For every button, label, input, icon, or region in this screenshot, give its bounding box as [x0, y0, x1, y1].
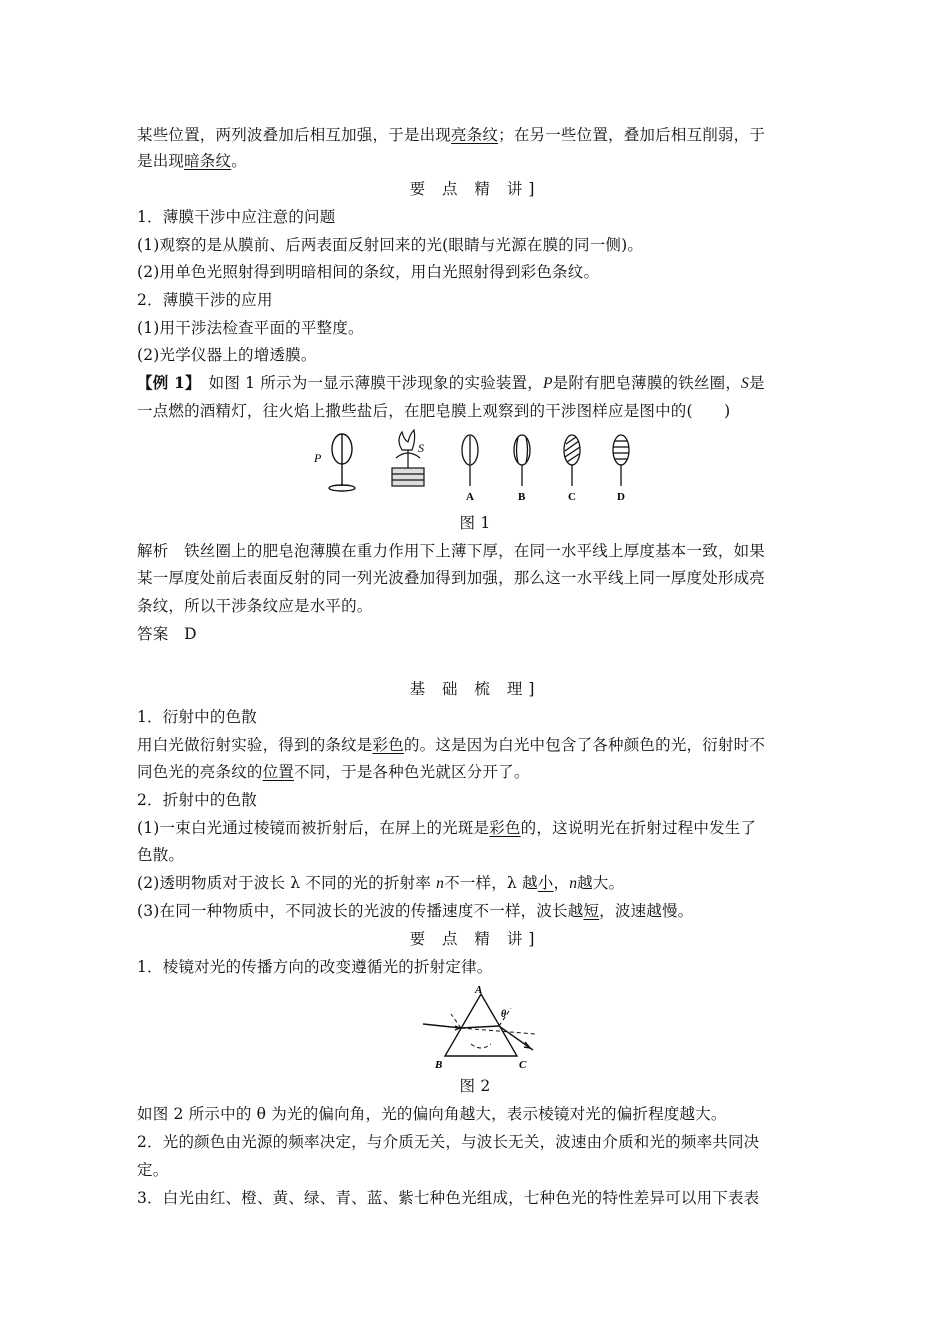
paragraph-line: 同色光的亮条纹的位置不同，于是各种色光就区分开了。 — [137, 763, 530, 781]
vertex-b: B — [435, 1059, 443, 1071]
item-title: 2．光的颜色由光源的频率决定，与介质无关，与波长无关，波速由介质和光的频率共同决 — [137, 1133, 760, 1151]
item-title: 3．白光由红、橙、黄、绿、青、蓝、紫七种色光组成，七种色光的特性差异可以用下表表 — [137, 1189, 760, 1207]
list-item: (2)光学仪器上的增透膜。 — [137, 346, 317, 364]
figure-caption: 图 1 — [459, 514, 491, 532]
option-label: A — [466, 491, 474, 503]
item-title: 1．薄膜干涉中应注意的问题 — [137, 208, 336, 226]
figure-caption: 图 2 — [459, 1077, 491, 1095]
solution-line: 条纹，所以干涉条纹应是水平的。 — [137, 597, 373, 615]
soap-film-ring-icon — [329, 434, 355, 491]
option-a-pattern — [462, 435, 478, 486]
option-label: C — [568, 491, 576, 503]
option-label: D — [617, 491, 625, 503]
solution-line: 解析 铁丝圈上的肥皂泡薄膜在重力作用下上薄下厚，在同一水平线上厚度基本一致，如果 — [137, 542, 766, 560]
answer-line: 答案 D — [137, 625, 197, 643]
paragraph-line: 定。 — [137, 1161, 169, 1179]
option-d-pattern — [613, 435, 629, 486]
label-s: S — [418, 441, 424, 455]
list-item: (1)用干涉法检查平面的平整度。 — [137, 319, 364, 337]
section-heading: 要 点 精 讲] — [409, 180, 541, 198]
option-label: B — [518, 491, 526, 503]
paragraph-line: 用白光做衍射实验，得到的条纹是彩色的。这是因为白光中包含了各种颜色的光，衍射时不 — [137, 736, 766, 754]
list-item: (1)观察的是从膜前、后两表面反射回来的光(眼睛与光源在膜的同一侧)。 — [137, 236, 644, 254]
item-title: 1．棱镜对光的传播方向的改变遵循光的折射定律。 — [137, 958, 493, 976]
example-line: 一点燃的酒精灯，往火焰上撒些盐后，在肥皂膜上观察到的干涉图样应是图中的( ) — [137, 402, 731, 420]
item-title: 2．薄膜干涉的应用 — [137, 291, 273, 309]
figure-2-prism — [415, 984, 545, 1072]
vertex-c: C — [519, 1059, 527, 1071]
paragraph-line: 如图 2 所示中的 θ 为光的偏向角，光的偏向角越大，表示棱镜对光的偏折程度越大。 — [137, 1105, 727, 1123]
alcohol-lamp-icon — [392, 430, 424, 486]
list-item: (2)用单色光照射得到明暗相间的条纹，用白光照射得到彩色条纹。 — [137, 263, 600, 281]
list-item: 色散。 — [137, 846, 185, 864]
option-b-pattern — [514, 435, 530, 486]
item-title: 2．折射中的色散 — [137, 791, 257, 809]
option-c-pattern — [564, 435, 580, 486]
figure-1 — [310, 428, 640, 506]
prism-icon — [423, 994, 533, 1056]
paragraph-line: 某些位置，两列波叠加后相互加强，于是出现亮条纹；在另一些位置，叠加后相互削弱，于 — [137, 126, 766, 144]
solution-line: 某一厚度处前后表面反射的同一列光波叠加得到加强，那么这一水平线上同一厚度处形成亮 — [137, 569, 766, 587]
section-heading: 要 点 精 讲] — [409, 930, 541, 948]
list-item: (2)透明物质对于波长 λ 不同的光的折射率 n不一样，λ 越小，n越大。 — [137, 874, 625, 892]
section-heading: 基 础 梳 理] — [409, 680, 541, 698]
vertex-a: A — [475, 984, 483, 996]
list-item: (1)一束白光通过棱镜而被折射后，在屏上的光斑是彩色的，这说明光在折射过程中发生了 — [137, 819, 757, 837]
item-title: 1．衍射中的色散 — [137, 708, 257, 726]
example-line: 【例 1】 如图 1 所示为一显示薄膜干涉现象的实验装置，P是附有肥皂薄膜的铁丝圈，S是 — [137, 373, 765, 392]
label-p: P — [314, 451, 322, 465]
list-item: (3)在同一种物质中，不同波长的光波的传播速度不一样，波长越短，波速越慢。 — [137, 902, 694, 920]
theta-label: θ — [501, 1009, 507, 1020]
paragraph-line: 是出现暗条纹。 — [137, 152, 247, 170]
